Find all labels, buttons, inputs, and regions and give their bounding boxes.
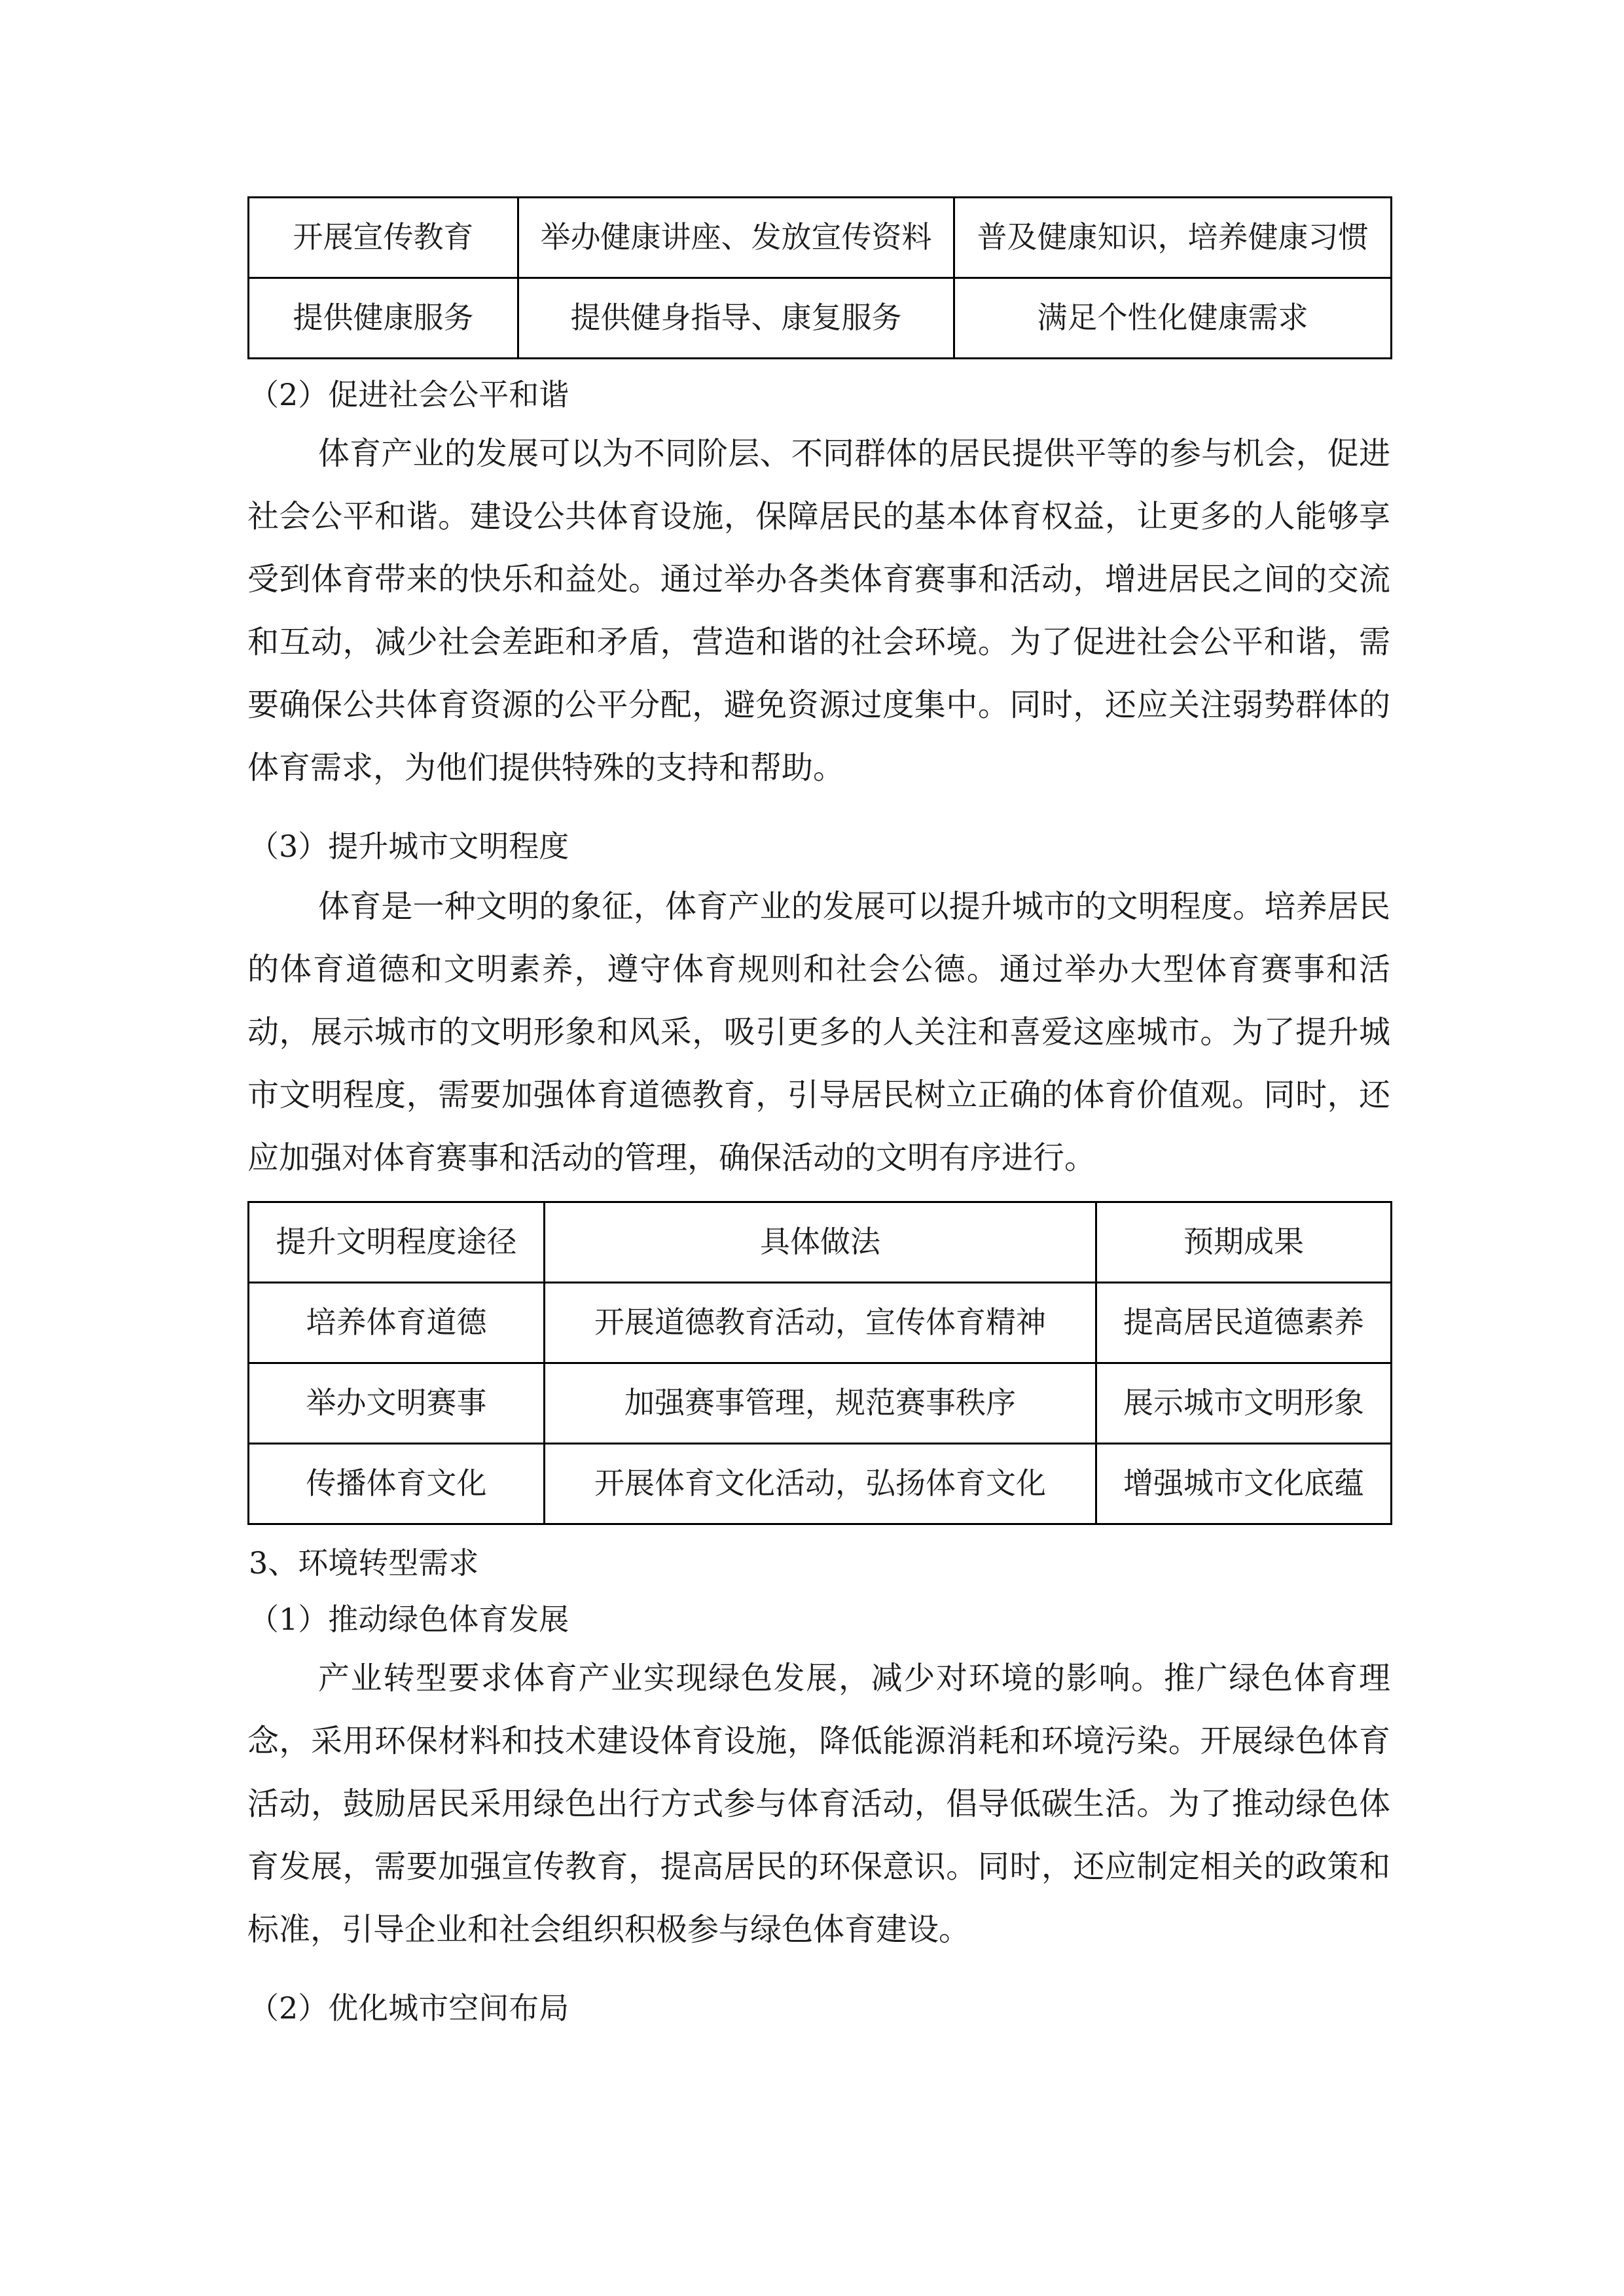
paragraph-civilization: 体育是一种文明的象征，体育产业的发展可以提升城市的文明程度。培养居民的体育道德和文明素养，遵守体育规则和社会公德。通过举办大型体育赛事和活动，展示城市的文明形象和风采，吸引更多的人关注和喜爱这座城市。为了提升城市文明程度，需要加强体育道德教育，引导居民树立正确的体育价值观。同时，还应加强对体育赛事和活动的管理，确保活动的文明有序进行。 — [247, 888, 1390, 1176]
paragraph-green-sports: 产业转型要求体育产业实现绿色发展，减少对环境的影响。推广绿色体育理念，采用环保材料和技术建设体育设施，降低能源消耗和环境污染。开展绿色体育活动，鼓励居民采用绿色出行方式参与体育活动，倡导低碳生活。为了推动绿色体育发展，需要加强宣传教育，提高居民的环保意识。同时，还应制定相关的政策和标准，引导企业和社会组织积极参与绿色体育建设。 — [247, 1660, 1390, 1948]
table-cell: 培养体育道德 — [249, 1283, 545, 1363]
section-heading-environment: 3、环境转型需求 — [249, 1545, 479, 1581]
subsection-heading-green-sports: （1）推动绿色体育发展 — [249, 1602, 569, 1637]
table-cell: 加强赛事管理，规范赛事秩序 — [545, 1363, 1096, 1444]
health-measures-table — [247, 196, 1392, 359]
table-header-cell: 提升文明程度途径 — [249, 1202, 545, 1283]
table-header-row — [249, 1202, 1392, 1283]
table-header-cell: 具体做法 — [545, 1202, 1096, 1283]
table-cell: 增强城市文化底蕴 — [1096, 1444, 1392, 1524]
table-row — [249, 278, 1392, 359]
table-cell: 展示城市文明形象 — [1096, 1363, 1392, 1444]
section-heading-civilization: （3）提升城市文明程度 — [249, 829, 569, 864]
table-cell: 开展宣传教育 — [249, 198, 518, 278]
table-row — [249, 1363, 1392, 1444]
section-heading-fairness: （2）促进社会公平和谐 — [249, 377, 569, 412]
table-row — [249, 198, 1392, 278]
table-cell: 举办文明赛事 — [249, 1363, 545, 1444]
table-cell: 传播体育文化 — [249, 1444, 545, 1524]
table-cell: 满足个性化健康需求 — [954, 278, 1392, 359]
table-cell: 举办健康讲座、发放宣传资料 — [518, 198, 954, 278]
table-cell: 开展体育文化活动，弘扬体育文化 — [545, 1444, 1096, 1524]
table-cell: 提高居民道德素养 — [1096, 1283, 1392, 1363]
civilization-table — [247, 1201, 1392, 1525]
table-cell: 开展道德教育活动，宣传体育精神 — [545, 1283, 1096, 1363]
table-row — [249, 1283, 1392, 1363]
document-page — [247, 196, 1390, 2037]
table-cell: 提供健身指导、康复服务 — [518, 278, 954, 359]
table-header-cell: 预期成果 — [1096, 1202, 1392, 1283]
table-cell: 提供健康服务 — [249, 278, 518, 359]
table-cell: 普及健康知识，培养健康习惯 — [954, 198, 1392, 278]
paragraph-fairness: 体育产业的发展可以为不同阶层、不同群体的居民提供平等的参与机会，促进社会公平和谐。建设公共体育设施，保障居民的基本体育权益，让更多的人能够享受到体育带来的快乐和益处。通过举办各类体育赛事和活动，增进居民之间的交流和互动，减少社会差距和矛盾，营造和谐的社会环境。为了促进社会公平和谐，需要确保公共体育资源的公平分配，避免资源过度集中。同时，还应关注弱势群体的体育需求，为他们提供特殊的支持和帮助。 — [247, 435, 1390, 786]
subsection-heading-urban-layout: （2）优化城市空间布局 — [249, 1990, 569, 2026]
table-row — [249, 1444, 1392, 1524]
